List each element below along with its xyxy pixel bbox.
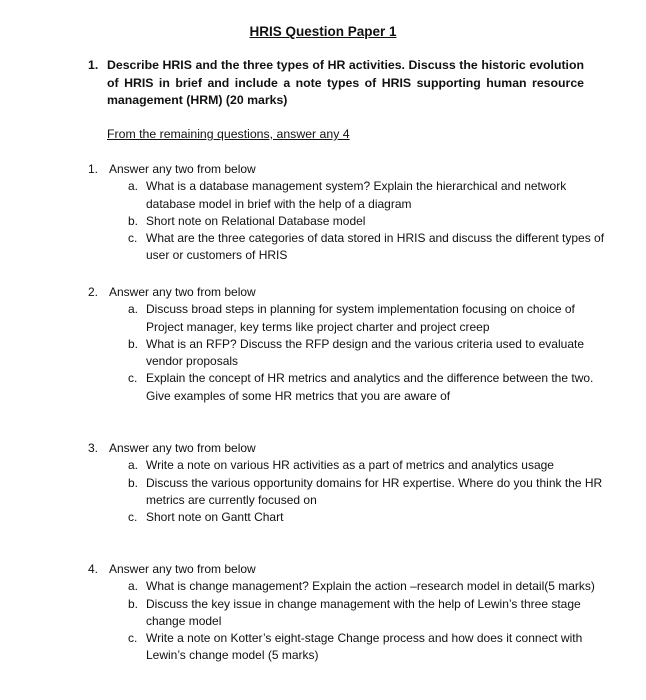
sub-question [88, 475, 612, 510]
section-heading-text: Answer any two from below [109, 285, 256, 299]
section-heading [88, 161, 618, 178]
sub-question-letter: b. [128, 596, 139, 611]
section-heading [88, 561, 618, 578]
sub-question-letter: c. [128, 631, 138, 646]
sub-question-text: What is change management? Explain the action –research model in detail(5 marks) [146, 579, 595, 594]
sub-question-text: Short note on Relational Database model [146, 213, 366, 228]
sub-question [88, 370, 612, 405]
instruction: From the remaining questions, answer any 4 [107, 127, 350, 141]
question-section [88, 161, 618, 265]
sub-question-letter: b. [128, 475, 139, 490]
sub-question-text: What is a database management system? Explain the hierarchical and network database model in brief with the help of a diagram [146, 179, 567, 211]
sub-question-letter: c. [128, 231, 138, 246]
sub-question [88, 230, 612, 265]
sub-question-letter: a. [128, 579, 139, 594]
question-number: 1. [88, 58, 99, 72]
sub-question [88, 578, 612, 595]
sub-question [88, 457, 612, 474]
sub-question-text: Short note on Gantt Chart [146, 510, 284, 525]
sub-question-letter: c. [128, 371, 138, 386]
sub-question [88, 336, 612, 371]
section-heading-text: Answer any two from below [109, 162, 256, 176]
sub-question [88, 178, 612, 213]
sub-question-text: Write a note on various HR activities as a part of metrics and analytics usage [146, 458, 554, 473]
question-section [88, 440, 618, 526]
sub-question-letter: b. [128, 336, 139, 351]
section-heading-text: Answer any two from below [109, 562, 256, 576]
sub-question [88, 301, 612, 336]
section-number: 1. [88, 162, 99, 176]
section-number: 3. [88, 441, 99, 455]
sub-question-text: Explain the concept of HR metrics and analytics and the difference between the two. Give examples of some HR metrics that you are aware of [146, 371, 594, 403]
sub-question [88, 509, 612, 526]
section-heading [88, 440, 618, 457]
section-heading-text: Answer any two from below [109, 441, 256, 455]
section-number: 2. [88, 285, 99, 299]
section-number: 4. [88, 562, 99, 576]
compulsory-question [88, 57, 584, 110]
sub-question-text: What is an RFP? Discuss the RFP design and the various criteria used to evaluate vendor proposals [146, 336, 584, 369]
sub-question-letter: a. [128, 302, 139, 317]
sub-question-letter: a. [128, 179, 139, 194]
sub-question-letter: a. [128, 458, 139, 473]
sub-question-letter: b. [128, 213, 139, 228]
page-title: HRIS Question Paper 1 [249, 24, 397, 39]
sub-question-text: Write a note on Kotter’s eight-stage Change process and how does it connect with Lewin’s change model (5 marks) [146, 631, 583, 663]
question-text: Describe HRIS and the three types of HR activities. Discuss the historic evolution of HRIS in brief and include a note types of HRIS supporting human resource management (HRM) (20 marks) [107, 58, 584, 107]
question-section [88, 561, 618, 665]
sub-question [88, 596, 612, 631]
sub-question-text: Discuss the various opportunity domains for HR expertise. Where do you think the HR metrics are currently focused on [146, 475, 603, 507]
sub-question-text: What are the three categories of data stored in HRIS and discuss the different types of user or customers of HRIS [146, 231, 605, 263]
question-section [88, 284, 618, 405]
sub-question-text: Discuss broad steps in planning for system implementation focusing on choice of Project manager, key terms like project charter and project creep [146, 302, 575, 334]
sub-question [88, 213, 612, 230]
section-heading [88, 284, 618, 301]
sub-question-letter: c. [128, 510, 138, 525]
sub-question-text: Discuss the key issue in change management with the help of Lewin’s three stage change model [146, 596, 581, 628]
sub-question [88, 630, 612, 665]
